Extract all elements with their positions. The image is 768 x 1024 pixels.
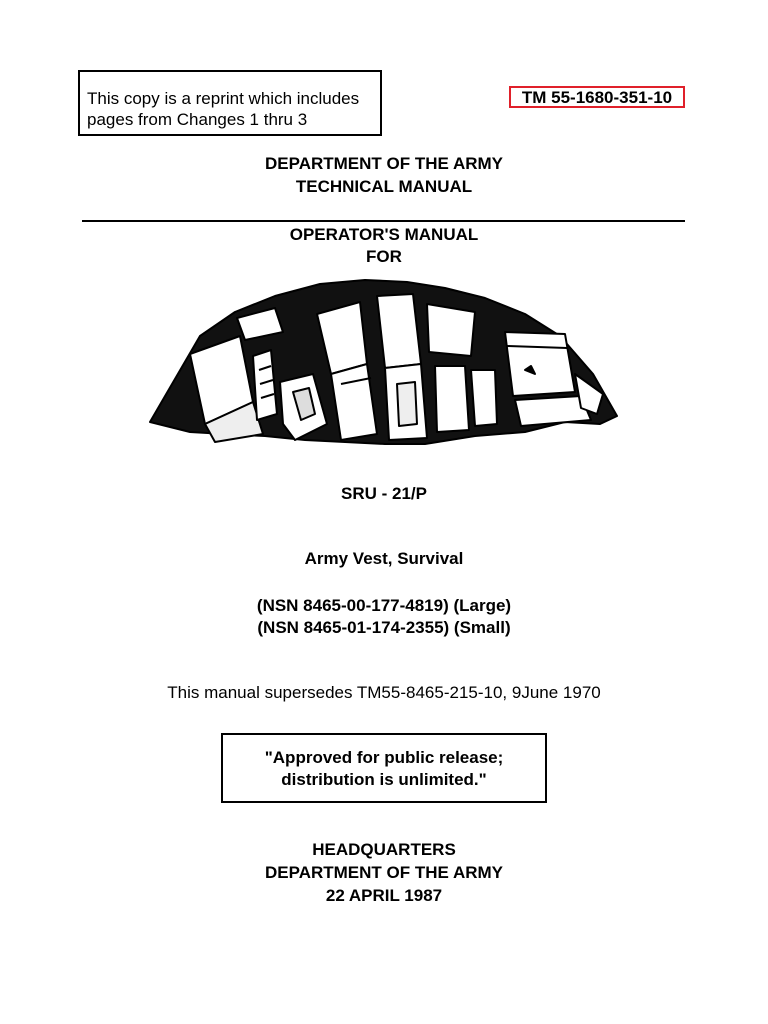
headquarters-line-1: HEADQUARTERS bbox=[312, 840, 456, 859]
reprint-note-box bbox=[78, 70, 382, 136]
manual-title bbox=[0, 224, 768, 268]
reprint-note-line-2: pages from Changes 1 thru 3 bbox=[87, 110, 308, 129]
reprint-note-line-1: This copy is a reprint which includes bbox=[87, 89, 360, 108]
nsn-large: (NSN 8465-00-177-4819) (Large) bbox=[256, 596, 512, 615]
publication-date: 22 APRIL 1987 bbox=[325, 886, 443, 905]
horizontal-rule bbox=[82, 220, 685, 222]
model-number: SRU - 21/P bbox=[341, 484, 427, 503]
release-statement-box bbox=[221, 733, 547, 803]
nsn-list bbox=[0, 595, 768, 639]
manual-title-line-2: FOR bbox=[366, 247, 402, 266]
survival-vest-illustration bbox=[145, 274, 623, 464]
department-heading bbox=[0, 152, 768, 198]
department-line-1: DEPARTMENT OF THE ARMY bbox=[265, 154, 503, 173]
supersedes-note: This manual supersedes TM55-8465-215-10, 9June 1970 bbox=[167, 683, 601, 702]
manual-title-line-1: OPERATOR'S MANUAL bbox=[289, 225, 479, 244]
headquarters-line-2: DEPARTMENT OF THE ARMY bbox=[265, 863, 503, 882]
department-line-2: TECHNICAL MANUAL bbox=[295, 177, 473, 196]
release-line-2: distribution is unlimited." bbox=[281, 770, 487, 789]
tm-number: TM 55-1680-351-10 bbox=[509, 86, 685, 108]
release-line-1: "Approved for public release; bbox=[264, 748, 504, 767]
item-name: Army Vest, Survival bbox=[304, 549, 464, 568]
nsn-small: (NSN 8465-01-174-2355) (Small) bbox=[257, 618, 511, 637]
headquarters-block bbox=[0, 838, 768, 907]
